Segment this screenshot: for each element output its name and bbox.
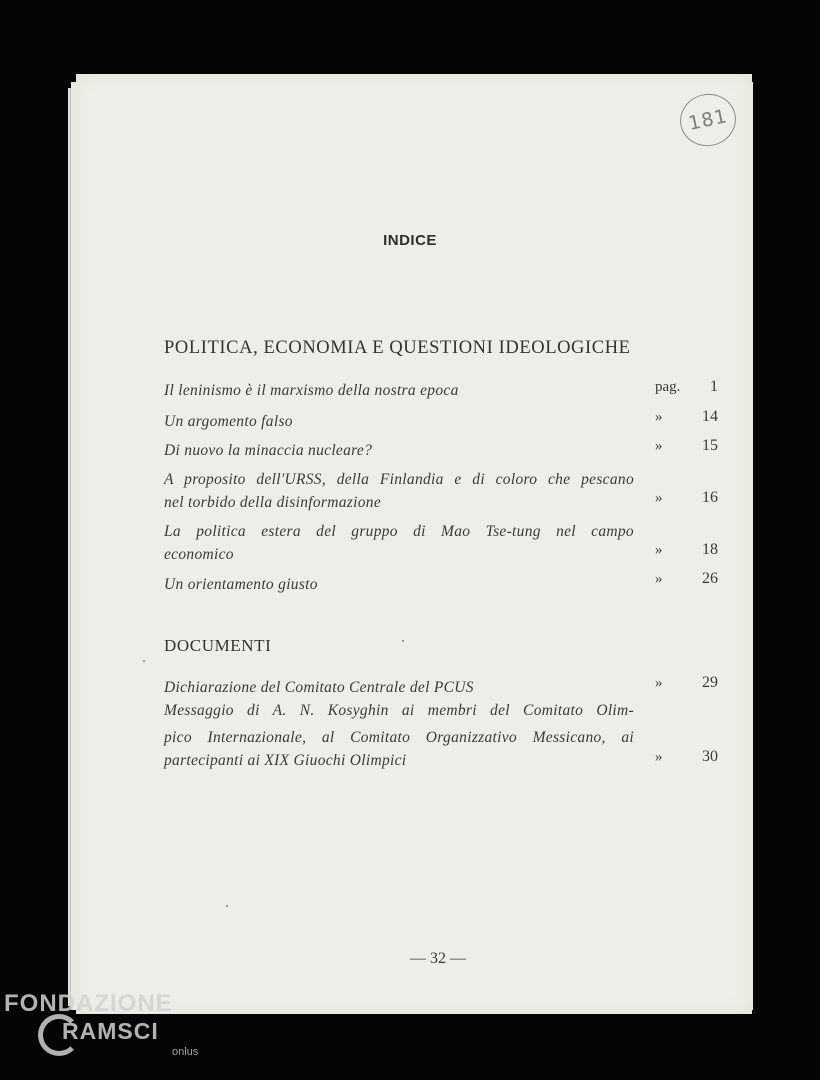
toc-entry-title: Il leninismo è il marxismo della nostra epoca bbox=[164, 382, 459, 399]
toc-entry-page: 18 bbox=[702, 541, 718, 558]
toc-entry-title-line: economico bbox=[164, 546, 234, 563]
toc-entry-marker: » bbox=[655, 749, 663, 765]
toc-entry[interactable] bbox=[164, 439, 634, 462]
toc-entry-title-line: partecipanti ai XIX Giuochi Olimpici bbox=[164, 752, 407, 769]
toc-entry-page: 16 bbox=[702, 489, 718, 506]
toc-entry-title: Un argomento falso bbox=[164, 413, 293, 430]
paper-speck bbox=[402, 640, 404, 642]
handwritten-page-number: 181 bbox=[675, 89, 741, 152]
page-number-footer: — 32 — bbox=[410, 950, 466, 967]
index-title: INDICE bbox=[383, 232, 437, 249]
watermark-line3: onlus bbox=[172, 1046, 199, 1058]
toc-entry-marker: pag. bbox=[655, 379, 681, 395]
toc-entry-title-line: Messaggio di A. N. Kosyghin ai membri del Comitato Olim- bbox=[164, 702, 634, 719]
toc-entry-title-line: La politica estera del gruppo di Mao Tse-tung nel campo bbox=[164, 523, 634, 540]
toc-entry-marker: » bbox=[655, 490, 663, 506]
toc-entry-marker: » bbox=[655, 571, 663, 587]
toc-entry-page: 15 bbox=[702, 437, 718, 454]
paper-speck bbox=[143, 660, 145, 662]
toc-entry-title: Dichiarazione del Comitato Centrale del PCUS bbox=[164, 679, 474, 696]
paper-speck bbox=[226, 905, 228, 907]
toc-entry-marker: » bbox=[655, 675, 663, 691]
toc-entry-title: Un orientamento giusto bbox=[164, 576, 318, 593]
toc-entry-title-line: pico Internazionale, al Comitato Organizzativo Messicano, ai bbox=[164, 729, 634, 746]
toc-entry-marker: » bbox=[655, 409, 663, 425]
toc-entry-marker: » bbox=[655, 542, 663, 558]
toc-entry[interactable] bbox=[164, 410, 634, 433]
watermark-logo bbox=[4, 990, 204, 1070]
toc-entry-page: 14 bbox=[702, 408, 718, 425]
toc-entry-title: Di nuovo la minaccia nucleare? bbox=[164, 442, 373, 459]
toc-entry[interactable] bbox=[164, 379, 634, 402]
toc-entry-marker: » bbox=[655, 438, 663, 454]
watermark-line2: RAMSCI bbox=[62, 1018, 159, 1044]
toc-entry-title-line: A proposito dell'URSS, della Finlandia e di coloro che pescano bbox=[164, 471, 634, 488]
toc-entry-page: 29 bbox=[702, 674, 718, 691]
toc-entry[interactable] bbox=[164, 573, 634, 596]
toc-entry[interactable] bbox=[164, 468, 634, 514]
toc-entry[interactable] bbox=[164, 699, 634, 772]
toc-entry[interactable] bbox=[164, 676, 634, 699]
section-heading-documents: DOCUMENTI bbox=[164, 636, 272, 655]
watermark-line1: FONDAZIONE bbox=[4, 990, 173, 1017]
toc-entry-title-line: nel torbido della disinformazione bbox=[164, 494, 381, 511]
toc-entry-page: 1 bbox=[710, 378, 718, 395]
toc-entry-page: 30 bbox=[702, 748, 718, 765]
toc-entry-page: 26 bbox=[702, 570, 718, 587]
section-heading-politics: POLITICA, ECONOMIA E QUESTIONI IDEOLOGICHE bbox=[164, 338, 631, 358]
toc-entry[interactable] bbox=[164, 520, 634, 566]
